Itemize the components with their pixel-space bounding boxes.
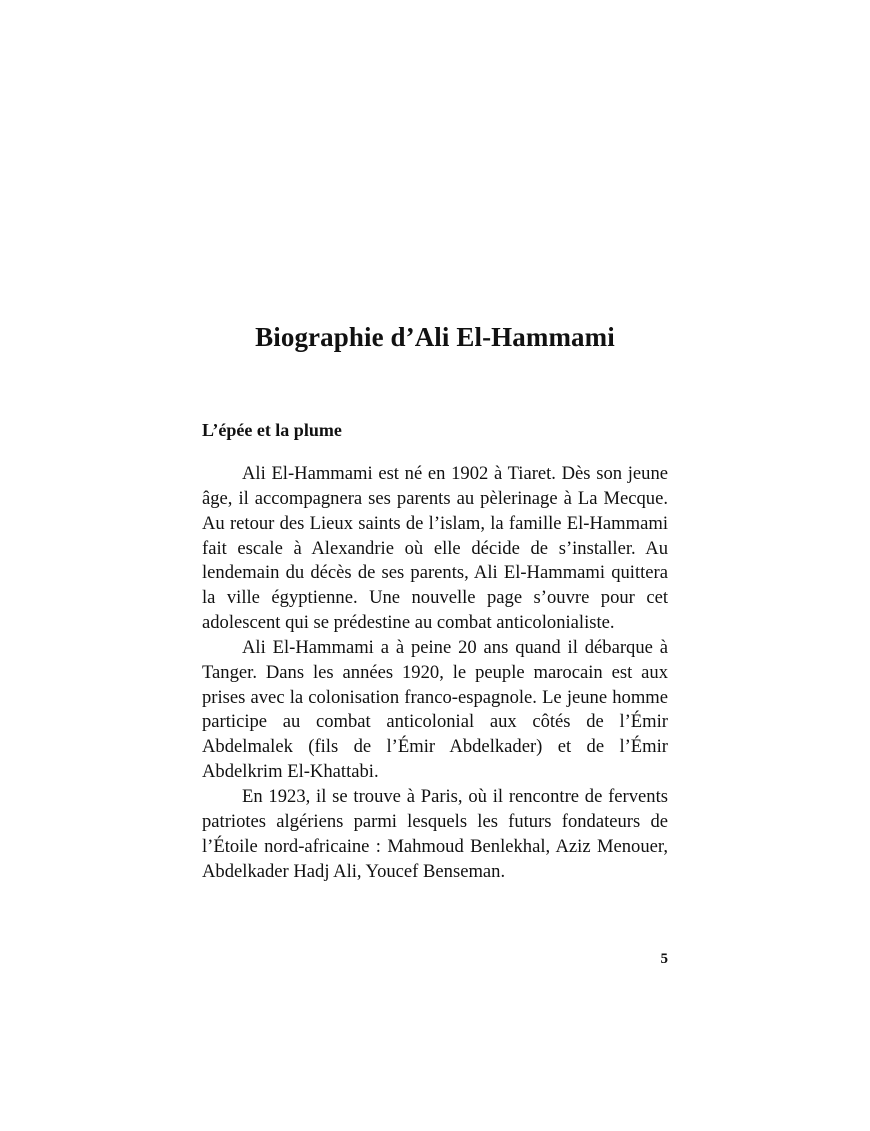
page-number: 5 [660,951,668,967]
chapter-title: Biographie d’Ali El-Hammami [255,322,615,352]
section-heading: L’épée et la plume [202,420,342,440]
paragraph-3: En 1923, il se trouve à Paris, où il rencontre de fervents patriotes algériens parmi lesquels les futurs fondateurs de l’Étoile nord-africaine : Mahmoud Benlekhal, Aziz Menouer, Abdelkader Hadj Ali, Youcef Benseman. [202,785,668,882]
paragraph-1: Ali El-Hammami est né en 1902 à Tiaret. Dès son jeune âge, il accompagnera ses parents au pèlerinage à La Mecque. Au retour des Lieux saints de l’islam, la famille El-Hammami fait escale à Alexandrie où elle décide de s’installer. Au lendemain du décès de ses parents, Ali El-Hammami quittera la ville égyptienne. Une nouvelle page s’ouvre pour cet adolescent qui se prédestine au combat anticolonialiste. [202,463,668,634]
paragraph-2: Ali El-Hammami a à peine 20 ans quand il débarque à Tanger. Dans les années 1920, le peuple marocain est aux prises avec la colonisation franco-espagnole. Le jeune homme participe au combat anticolonial aux côtés de l’Émir Abdelmalek (fils de l’Émir Abdelkader) et de l’Émir Abdelkrim El-Khattabi. [202,636,668,783]
body-text [202,462,668,884]
